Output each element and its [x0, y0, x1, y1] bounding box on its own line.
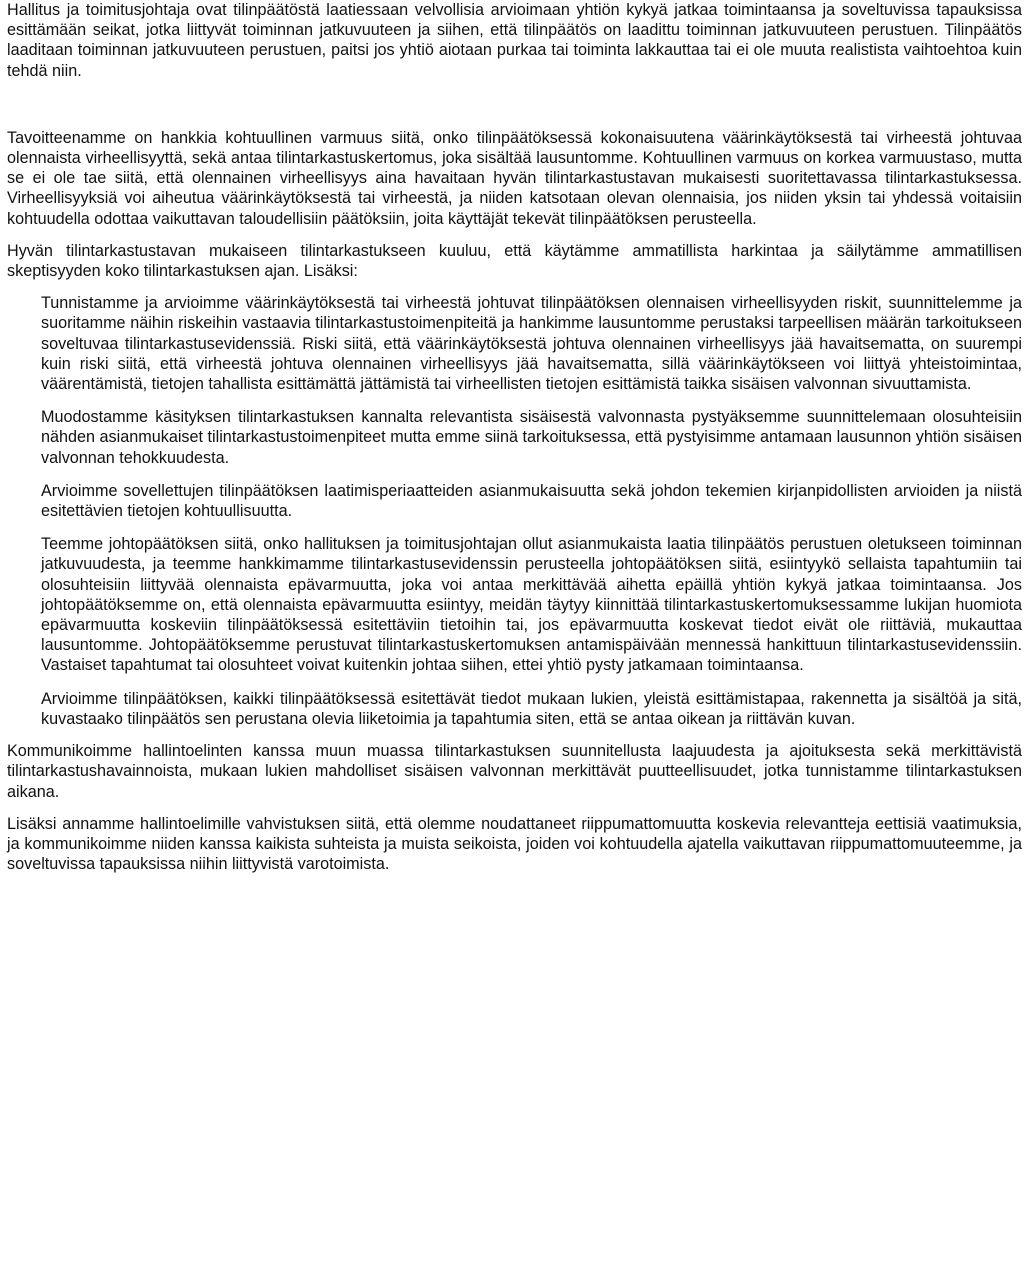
list-item-going-concern-conclusion: Teemme johtopäätöksen siitä, onko hallituksen ja toimitusjohtajan ollut asianmukaista laatia tilinpäätös perustuen oletukseen toiminnan jatkuvuudesta, ja teemme hankkimamme tilintarkastusevidenssin perusteella johtopäätöksen siitä, esiintyykö sellaista tapahtumiin tai olosuhteisiin liittyvää olennaista epävarmuutta, joka voi antaa merkittävää aihetta epäillä yhtiön kykyä jatkaa toimintaansa. Jos johtopäätöksemme on, että olennaista epävarmuutta esiintyy, meidän täytyy kiinnittää tilintarkastuskertomuksessamme lukijan huomiota epävarmuutta koskeviin tilinpäätöksessä esitettäviin tietoihin tai, jos epävarmuutta koskevat tiedot eivät ole riittäviä, mukauttaa lausuntomme. Johtopäätöksemme perustuvat tilintarkastuskertomuksen antamispäivään mennessä hankittuun tilintarkastusevidenssiin. Vastaiset tapahtumat tai olosuhteet voivat kuitenkin johtaa siihen, ettei yhtiö pysty jatkamaan toimintaansa.	[41, 535, 1022, 675]
audit-procedures-list	[41, 293, 1022, 729]
list-item-accounting-policies: Arvioimme sovellettujen tilinpäätöksen laatimisperiaatteiden asianmukaisuutta sekä johdon tekemien kirjanpidollisten arvioiden ja niistä esitettävien tietojen kohtuullisuutta.	[41, 481, 1022, 521]
paragraph-audit-objective: Tavoitteenamme on hankkia kohtuullinen varmuus siitä, onko tilinpäätöksessä kokonaisuutena väärinkäytöksestä tai virheestä johtuvaa olennaista virheellisyyttä, sekä antaa tilintarkastuskertomus, joka sisältää lausuntomme. Kohtuullinen varmuus on korkea varmuustaso, mutta se ei ole tae siitä, että olennainen virheellisyys aina havaitaan hyvän tilintarkastustavan mukaisesti suoritettavassa tilintarkastuksessa. Virheellisyyksiä voi aiheutua väärinkäytöksestä tai virheestä, ja niiden katsotaan olevan olennaisia, jos niiden yksin tai yhdessä voitaisiin kohtuudella odottaa vaikuttavan taloudellisiin päätöksiin, joita käyttäjät tekevät tilinpäätöksen perusteella.	[7, 128, 1022, 228]
paragraph-communication-with-governance: Kommunikoimme hallintoelinten kanssa muun muassa tilintarkastuksen suunnitellusta laajuudesta ja ajoituksesta sekä merkittävistä tilintarkastushavainnoista, mukaan lukien mahdolliset sisäisen valvonnan merkittävät puutteellisuudet, jotka tunnistamme tilintarkastuksen aikana.	[7, 742, 1022, 801]
paragraph-going-concern-responsibility: Hallitus ja toimitusjohtaja ovat tilinpäätöstä laatiessaan velvollisia arvioimaan yhtiön kykyä jatkaa toimintaansa ja soveltuvissa tapauksissa esittämään seikat, jotka liittyvät toiminnan jatkuvuuteen ja siihen, että tilinpäätös on laadittu toiminnan jatkuvuuteen perustuen. Tilinpäätös laaditaan toiminnan jatkuvuuteen perustuen, paitsi jos yhtiö aiotaan purkaa tai toiminta lakkauttaa tai ei ole muuta realistista vaihtoehtoa kuin tehdä niin.	[7, 1, 1022, 80]
list-item-risk-assessment: Tunnistamme ja arvioimme väärinkäytöksestä tai virheestä johtuvat tilinpäätöksen olennaisen virheellisyyden riskit, suunnittelemme ja suoritamme näihin riskeihin vastaavia tilintarkastustoimenpiteitä ja hankimme lausuntomme perustaksi tarpeellisen määrän tarkoitukseen soveltuvaa tilintarkastusevidenssiä. Riski siitä, että väärinkäytöksestä johtuva olennainen virheellisyys jää havaitsematta, on suurempi kuin riski siitä, että virheestä johtuva olennainen virheellisyys jää havaitsematta, sillä väärinkäytökseen voi liittyä yhteistoimintaa, väärentämistä, tietojen tahallista esittämättä jättämistä tai virheellisten tietojen esittämistä taikka sisäisen valvonnan sivuuttamista.	[41, 294, 1022, 394]
paragraph-professional-judgement: Hyvän tilintarkastustavan mukaiseen tilintarkastukseen kuuluu, että käytämme ammatillista harkintaa ja säilytämme ammatillisen skeptisyyden koko tilintarkastuksen ajan. Lisäksi:	[7, 241, 1022, 281]
paragraph-independence-statement: Lisäksi annamme hallintoelimille vahvistuksen siitä, että olemme noudattaneet riippumattomuutta koskevia relevantteja eettisiä vaatimuksia, ja kommunikoimme niiden kanssa kaikista suhteista ja muista seikoista, joiden voi kohtuudella ajatella vaikuttavan riippumattomuuteemme, ja soveltuvissa tapauksissa niihin liittyvistä varotoimista.	[7, 814, 1022, 874]
list-item-overall-presentation: Arvioimme tilinpäätöksen, kaikki tilinpäätöksessä esitettävät tiedot mukaan lukien, yleistä esittämistapaa, rakennetta ja sisältöä ja sitä, kuvastaako tilinpäätös sen perustana olevia liiketoimia ja tapahtumia siten, että se antaa oikean ja riittävän kuvan.	[41, 689, 1022, 728]
document-page	[7, 0, 1022, 874]
list-item-internal-control: Muodostamme käsityksen tilintarkastuksen kannalta relevantista sisäisestä valvonnasta pystyäksemme suunnittelemaan olosuhteisiin nähden asianmukaiset tilintarkastustoimenpiteet mutta emme siinä tarkoituksessa, että pystyisimme antamaan lausunnon yhtiön sisäisen valvonnan tehokkuudesta.	[41, 408, 1022, 467]
